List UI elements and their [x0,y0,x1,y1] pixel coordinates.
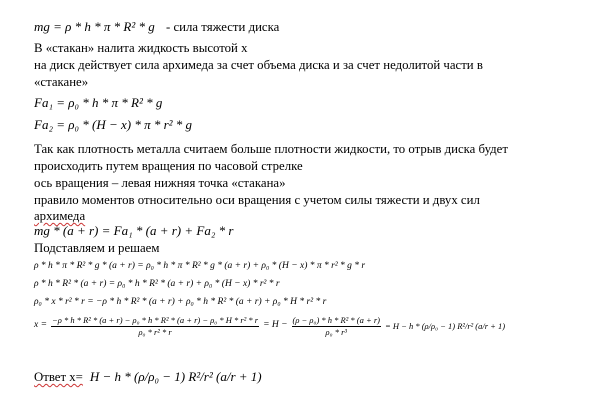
text-line-density: Так как плотность металла считаем больше плотности жидкости, то отрыв диска будет [34,142,508,156]
fraction-2-denominator: ρ₀ * r³ [325,326,347,337]
formula-step-1: ρ * h * π * R² * g * (a + r) = ρ₀ * h * π * R² * g * (a + r) + ρ₀ * (H − x) * π * r² * g * r [34,261,366,271]
text-line-moments: правило моментов относительно оси вращения с учетом силы тяжести и двух сил [34,193,480,207]
fraction-1-denominator: ρ₀ * r² * r [138,326,172,337]
text-line-rotation: происходить путем вращения по часовой стрелке [34,159,303,173]
answer-line [34,368,262,386]
formula-step-4-tail: = H − h * (ρ/ρ₀ − 1) R²/r² (a/r + 1) [384,320,506,331]
text-line-substitute: Подставляем и решаем [34,241,160,255]
text-line-axis: ось вращения – левая нижняя точка «стакана» [34,176,286,190]
formula-step-4 [34,316,505,336]
gravity-formula [34,20,279,34]
formula-step-4-lhs: x = [34,320,48,331]
formula-step-2: ρ * h * R² * (a + r) = ρ₀ * h * R² * (a + r) + ρ₀ * (H − x) * r² * r [34,279,280,289]
formula-step-4-eq2: = H − [263,320,288,331]
answer-formula: H − h * (ρ/ρ₀ − 1) R²/r² (a/r + 1) [89,369,262,384]
formula-moments: mg * (a + r) = Fa₁ * (a + r) + Fa₂ * r [34,223,234,238]
fraction-2-numerator: (ρ − ρ₀) * h * R² * (a + r) [292,315,380,325]
formula-step-3: ρ₀ * x * r² * r = −ρ * h * R² * (a + r) + ρ₀ * h * R² * (a + r) + ρ₀ * H * r² * r [34,297,327,307]
text-line-archimedes: на диск действует сила архимеда за счет объема диска и за счет недолитой части в [34,58,483,72]
text-line-glass: В «стакан» налита жидкость высотой x [34,41,248,55]
fraction-1 [51,316,259,336]
text-line-archimedes-2: архимеда [34,209,86,223]
gravity-formula-caption: - сила тяжести диска [166,20,280,34]
gravity-formula-expr: mg = ρ * h * π * R² * g [34,19,155,34]
fraction-2 [292,316,381,336]
formula-fa1: Fa₁ = ρ₀ * h * π * R² * g [34,95,163,110]
answer-label: Ответ x= [34,370,83,384]
fraction-1-numerator: −ρ * h * R² * (a + r) − ρ₀ * h * R² * (a + r) − ρ₀ * H * r² * r [52,315,259,325]
text-line-glass-cont: «стакане» [34,75,89,89]
formula-fa2: Fa₂ = ρ₀ * (H − x) * π * r² * g [34,117,193,132]
